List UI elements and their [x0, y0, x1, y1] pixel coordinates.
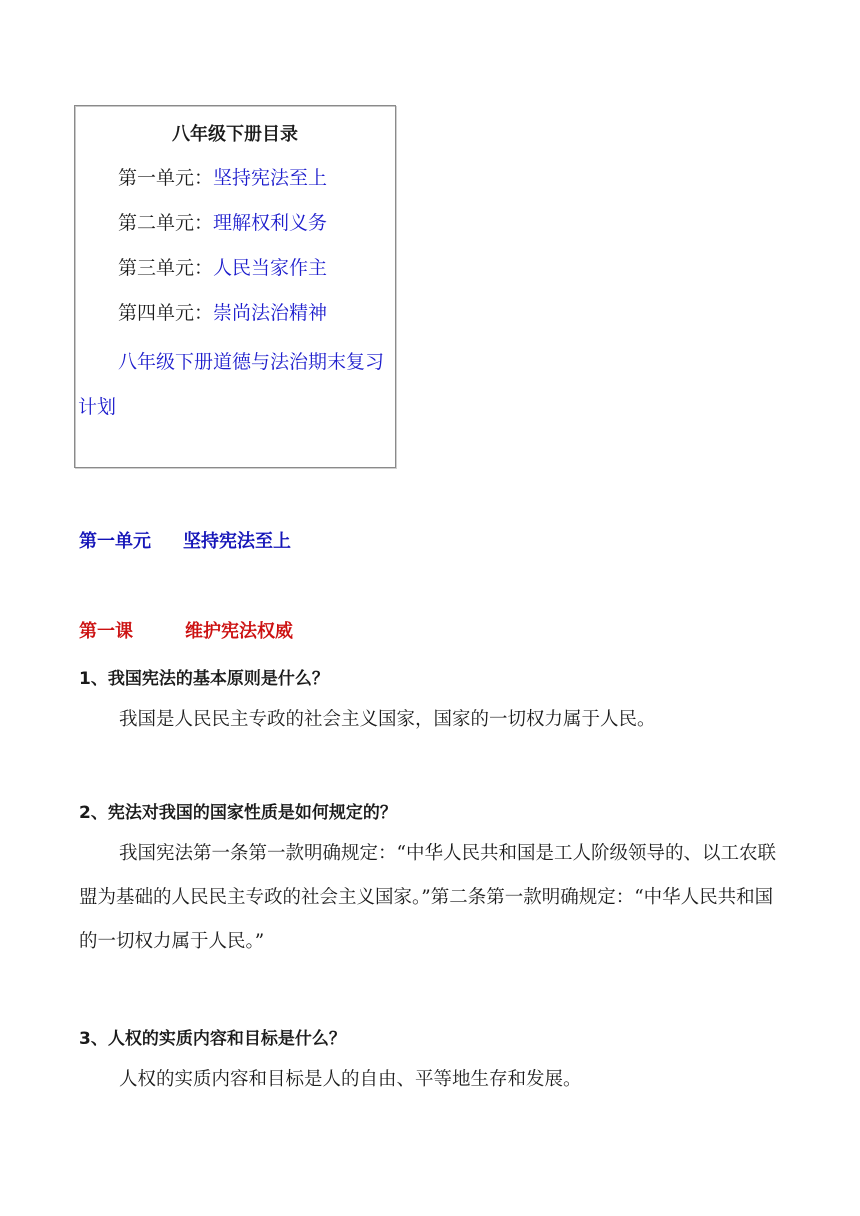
toc-link-unit-3[interactable]: 人民当家作主 [213, 257, 328, 279]
toc-item-prefix: 第三单元： [118, 257, 214, 279]
answer-1: 我国是人民民主专政的社会主义国家，国家的一切权力属于人民。 [119, 709, 656, 730]
unit-heading [79, 527, 291, 553]
answer-3: 人权的实质内容和目标是人的自由、平等地生存和发展。 [119, 1069, 582, 1090]
question-2: 2、宪法对我国的国家性质是如何规定的？ [79, 803, 397, 823]
toc-title: 八年级下册目录 [172, 124, 298, 145]
toc-item-unit-1 [118, 163, 327, 190]
unit-heading-title: 坚持宪法至上 [183, 531, 291, 552]
toc-link-unit-1[interactable]: 坚持宪法至上 [213, 167, 328, 189]
answer-2: 我国宪法第一条第一款明确规定：“中华人民共和国是工人阶级领导的、以工农联盟为基础的人民民主专政的社会主义国家。”第二条第一款明确规定：“中华人民共和国的一切权力属于人民。” [79, 843, 776, 952]
toc-item-unit-4 [118, 298, 327, 325]
lesson-heading-title: 维护宪法权威 [185, 621, 293, 642]
lesson-heading [79, 617, 293, 643]
question-1: 1、我国宪法的基本原则是什么？ [79, 669, 329, 689]
toc-item-unit-3 [118, 253, 327, 280]
toc-link-unit-2[interactable]: 理解权利义务 [213, 212, 328, 234]
table-of-contents [74, 105, 396, 468]
lesson-heading-number: 第一课 [79, 621, 133, 642]
toc-item-prefix: 第四单元： [118, 302, 214, 324]
toc-item-unit-2 [118, 208, 327, 235]
question-3: 3、人权的实质内容和目标是什么？ [79, 1029, 346, 1049]
toc-link-review-plan[interactable]: 八年级下册道德与法治期末复习计划 [78, 351, 385, 418]
unit-heading-number: 第一单元 [79, 531, 151, 552]
toc-item-prefix: 第一单元： [118, 167, 214, 189]
toc-link-unit-4[interactable]: 崇尚法治精神 [213, 302, 328, 324]
toc-item-prefix: 第二单元： [118, 212, 214, 234]
